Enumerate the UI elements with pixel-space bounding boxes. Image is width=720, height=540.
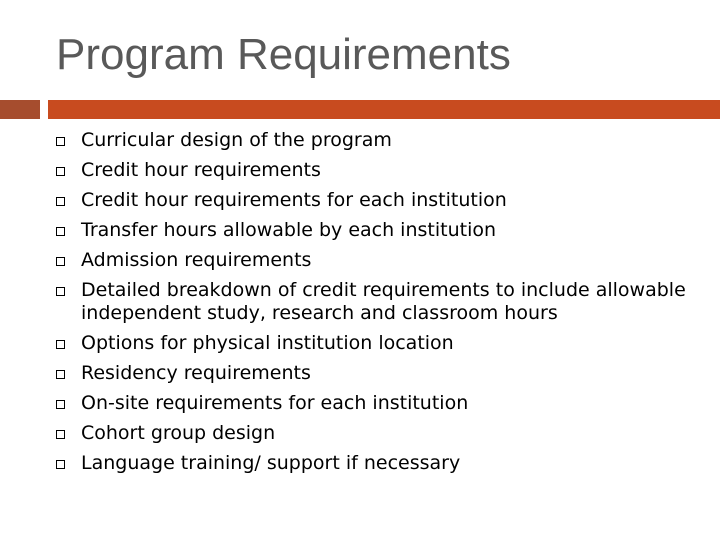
square-bullet-icon <box>56 227 65 236</box>
bullet-text: Language training/ support if necessary <box>81 451 461 474</box>
bullet-text: Credit hour requirements for each institution <box>81 189 507 211</box>
square-bullet-icon <box>56 167 65 176</box>
list-item <box>56 422 696 445</box>
square-bullet-icon <box>56 340 65 349</box>
accent-bar <box>48 100 720 119</box>
bullet-text: Credit hour requirements <box>81 159 321 181</box>
list-item <box>56 189 696 212</box>
list-item <box>56 219 696 242</box>
square-bullet-icon <box>56 400 65 409</box>
list-item <box>56 129 696 152</box>
list-item <box>56 279 696 324</box>
square-bullet-icon <box>56 137 65 146</box>
bullet-list <box>56 129 696 482</box>
square-bullet-icon <box>56 430 65 439</box>
bullet-text: Detailed breakdown of credit requirements to include allowable independent study, research and classroom hours <box>81 279 686 324</box>
bullet-text: On-site requirements for each institution <box>81 391 469 414</box>
bullet-text: Options for physical institution location <box>81 331 454 354</box>
bullet-text: Curricular design of the program <box>81 129 392 151</box>
square-bullet-icon <box>56 197 65 206</box>
list-item <box>56 362 696 385</box>
square-bullet-icon <box>56 257 65 266</box>
list-item <box>56 332 696 355</box>
bullet-text: Transfer hours allowable by each institution <box>81 219 497 241</box>
accent-bar-left <box>0 100 40 119</box>
bullet-text: Admission requirements <box>81 249 312 271</box>
square-bullet-icon <box>56 460 65 469</box>
list-item <box>56 452 696 475</box>
list-item <box>56 249 696 272</box>
square-bullet-icon <box>56 370 65 379</box>
list-item <box>56 392 696 415</box>
square-bullet-icon <box>56 287 65 296</box>
list-item <box>56 159 696 182</box>
slide-title: Program Requirements <box>56 30 511 79</box>
bullet-text: Residency requirements <box>81 361 311 384</box>
bullet-text: Cohort group design <box>81 421 276 444</box>
